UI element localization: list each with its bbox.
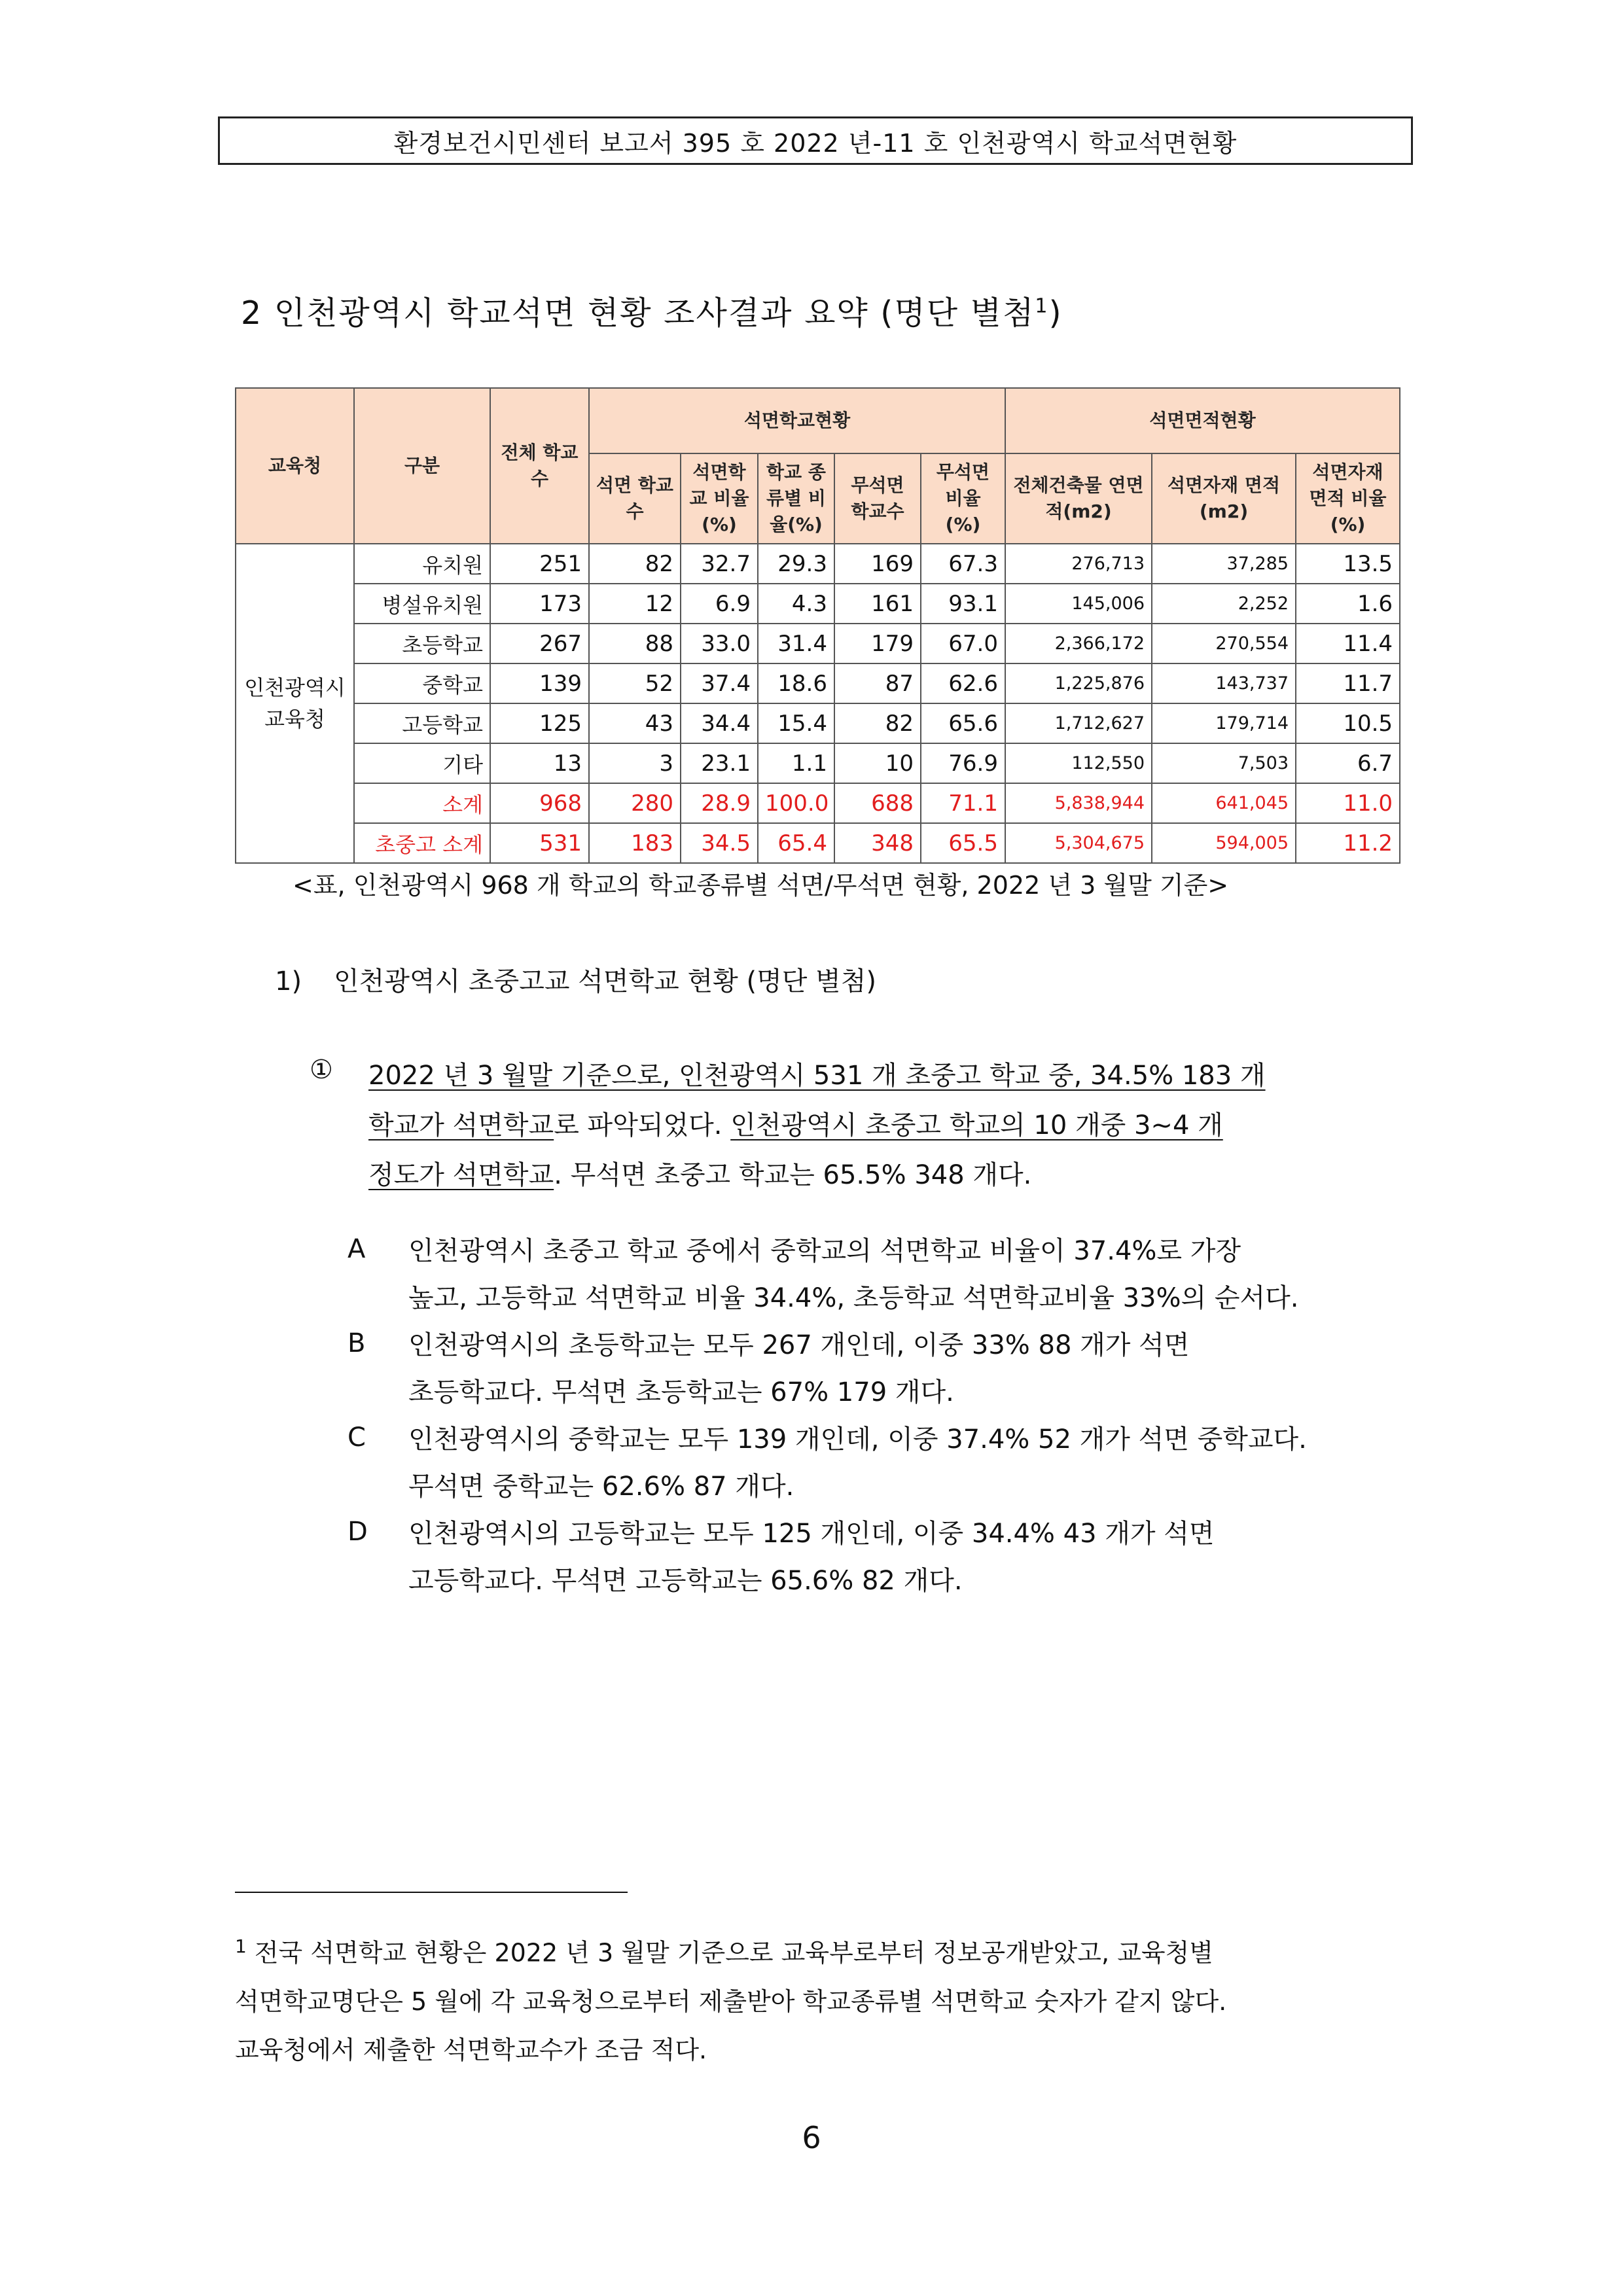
cell-asbestos-area: 594,005 bbox=[1152, 823, 1296, 863]
point-text: . 무석면 초중고 학교는 65.5% 348 개다. bbox=[554, 1160, 1032, 1190]
report-header-text: 환경보건시민센터 보고서 395 호 2022 년-11 호 인천광역시 학교석면현황 bbox=[393, 128, 1238, 158]
table-row bbox=[236, 584, 1400, 624]
item-line: 고등학교다. 무석면 고등학교는 65.6% 82 개다. bbox=[408, 1566, 963, 1596]
cell-non-asbestos: 161 bbox=[834, 584, 921, 624]
page-number: 6 bbox=[802, 2120, 821, 2155]
cell-area-ratio: 13.5 bbox=[1296, 544, 1400, 584]
header-group-asbestos-schools: 석면학교현황 bbox=[589, 388, 1005, 453]
item-line: 인천광역시의 초등학교는 모두 267 개인데, 이중 33% 88 개가 석면 bbox=[408, 1330, 1190, 1360]
footnote-ref[interactable]: 1 bbox=[1035, 294, 1049, 318]
list-item bbox=[408, 1227, 1423, 1322]
cell-asbestos-ratio: 34.4 bbox=[681, 703, 758, 743]
cell-type-ratio: 65.4 bbox=[758, 823, 834, 863]
row-name: 소계 bbox=[354, 783, 490, 823]
item-letter: A bbox=[348, 1234, 366, 1264]
cell-asbestos-ratio: 34.5 bbox=[681, 823, 758, 863]
row-name: 초등학교 bbox=[354, 624, 490, 663]
table-row-k12-subtotal bbox=[236, 823, 1400, 863]
header-non-asbestos-count: 무석면 학교수 bbox=[834, 453, 921, 544]
cell-non-asbestos-ratio: 67.3 bbox=[921, 544, 1005, 584]
footnote-line bbox=[235, 1922, 1413, 1977]
cell-asbestos-ratio: 37.4 bbox=[681, 663, 758, 703]
cell-area-ratio: 11.7 bbox=[1296, 663, 1400, 703]
row-name: 중학교 bbox=[354, 663, 490, 703]
cell-type-ratio: 31.4 bbox=[758, 624, 834, 663]
cell-non-asbestos: 688 bbox=[834, 783, 921, 823]
cell-non-asbestos: 169 bbox=[834, 544, 921, 584]
cell-total: 968 bbox=[490, 783, 589, 823]
row-name: 고등학교 bbox=[354, 703, 490, 743]
cell-asbestos: 3 bbox=[589, 743, 681, 783]
cell-total-area: 1,225,876 bbox=[1005, 663, 1152, 703]
cell-total: 251 bbox=[490, 544, 589, 584]
row-name: 유치원 bbox=[354, 544, 490, 584]
footnote bbox=[235, 1922, 1413, 2074]
cell-asbestos-area: 2,252 bbox=[1152, 584, 1296, 624]
list-item bbox=[408, 1416, 1423, 1510]
cell-asbestos: 82 bbox=[589, 544, 681, 584]
subsection-number: 1) bbox=[275, 966, 302, 997]
cell-non-asbestos-ratio: 76.9 bbox=[921, 743, 1005, 783]
cell-non-asbestos: 179 bbox=[834, 624, 921, 663]
section-title-text: 2 인천광역시 학교석면 현황 조사결과 요약 (명단 별첨 bbox=[241, 294, 1035, 332]
cell-area-ratio: 6.7 bbox=[1296, 743, 1400, 783]
item-letter: C bbox=[348, 1422, 366, 1453]
cell-asbestos-ratio: 6.9 bbox=[681, 584, 758, 624]
cell-non-asbestos: 82 bbox=[834, 703, 921, 743]
point-text: 로 파악되었다. bbox=[554, 1110, 731, 1140]
cell-non-asbestos-ratio: 71.1 bbox=[921, 783, 1005, 823]
section-title bbox=[241, 288, 1063, 334]
footnote-mark: 1 bbox=[235, 1935, 247, 1957]
point-marker: ① bbox=[310, 1055, 333, 1085]
point-paragraph bbox=[368, 1051, 1350, 1200]
item-line: 높고, 고등학교 석면학교 비율 34.4%, 초등학교 석면학교비율 33%의 순서다. bbox=[408, 1283, 1299, 1313]
cell-asbestos-ratio: 23.1 bbox=[681, 743, 758, 783]
cell-non-asbestos: 10 bbox=[834, 743, 921, 783]
cell-type-ratio: 18.6 bbox=[758, 663, 834, 703]
point-text-underlined: 정도가 석면학교 bbox=[368, 1160, 554, 1190]
cell-asbestos-area: 143,737 bbox=[1152, 663, 1296, 703]
cell-asbestos-area: 7,503 bbox=[1152, 743, 1296, 783]
table-row bbox=[236, 544, 1400, 584]
point-text-underlined: 인천광역시 초중고 학교의 10 개중 3~4 개 bbox=[730, 1110, 1223, 1140]
row-name: 초중고 소계 bbox=[354, 823, 490, 863]
cell-area-ratio: 11.4 bbox=[1296, 624, 1400, 663]
footnote-line: 교육청에서 제출한 석면학교수가 조금 적다. bbox=[235, 2035, 707, 2064]
header-non-asbestos-ratio: 무석면 비율(%) bbox=[921, 453, 1005, 544]
table-caption: <표, 인천광역시 968 개 학교의 학교종류별 석면/무석면 현황, 2022 년 3 월말 기준> bbox=[293, 871, 1229, 900]
table-row bbox=[236, 624, 1400, 663]
item-line: 인천광역시 초중고 학교 중에서 중학교의 석면학교 비율이 37.4%로 가장 bbox=[408, 1236, 1241, 1266]
point-line bbox=[368, 1101, 1350, 1150]
point-text-underlined: 학교가 석면학교 bbox=[368, 1110, 554, 1140]
cell-area-ratio: 1.6 bbox=[1296, 584, 1400, 624]
cell-type-ratio: 4.3 bbox=[758, 584, 834, 624]
cell-non-asbestos-ratio: 65.6 bbox=[921, 703, 1005, 743]
cell-asbestos: 88 bbox=[589, 624, 681, 663]
item-line: 초등학교다. 무석면 초등학교는 67% 179 개다. bbox=[408, 1377, 954, 1407]
header-group-asbestos-area: 석면면적현황 bbox=[1005, 388, 1400, 453]
cell-total-area: 112,550 bbox=[1005, 743, 1152, 783]
header-asbestos-ratio: 석면학교 비율(%) bbox=[681, 453, 758, 544]
cell-total: 139 bbox=[490, 663, 589, 703]
cell-total-area: 5,304,675 bbox=[1005, 823, 1152, 863]
header-total-area: 전체건축물 연면적(m2) bbox=[1005, 453, 1152, 544]
list-item bbox=[408, 1322, 1423, 1416]
cell-non-asbestos: 348 bbox=[834, 823, 921, 863]
header-asbestos-count: 석면 학교수 bbox=[589, 453, 681, 544]
cell-total: 125 bbox=[490, 703, 589, 743]
item-letter: D bbox=[348, 1517, 368, 1547]
cell-non-asbestos-ratio: 62.6 bbox=[921, 663, 1005, 703]
cell-asbestos-ratio: 32.7 bbox=[681, 544, 758, 584]
footnote-divider bbox=[235, 1892, 628, 1893]
header-category: 구분 bbox=[354, 388, 490, 544]
cell-total-area: 1,712,627 bbox=[1005, 703, 1152, 743]
cell-area-ratio: 11.0 bbox=[1296, 783, 1400, 823]
footnote-line: 석면학교명단은 5 월에 각 교육청으로부터 제출받아 학교종류별 석면학교 숫자가 같지 않다. bbox=[235, 1987, 1227, 2016]
cell-type-ratio: 15.4 bbox=[758, 703, 834, 743]
cell-non-asbestos: 87 bbox=[834, 663, 921, 703]
point-line bbox=[368, 1150, 1350, 1200]
cell-total-area: 5,838,944 bbox=[1005, 783, 1152, 823]
cell-type-ratio: 1.1 bbox=[758, 743, 834, 783]
footnote-text: 전국 석면학교 현황은 2022 년 3 월말 기준으로 교육부로부터 정보공개받았고, 교육청별 bbox=[254, 1938, 1213, 1968]
cell-asbestos: 43 bbox=[589, 703, 681, 743]
cell-total: 531 bbox=[490, 823, 589, 863]
table-row bbox=[236, 743, 1400, 783]
cell-non-asbestos-ratio: 65.5 bbox=[921, 823, 1005, 863]
cell-asbestos: 280 bbox=[589, 783, 681, 823]
cell-total: 173 bbox=[490, 584, 589, 624]
cell-type-ratio: 29.3 bbox=[758, 544, 834, 584]
cell-total-area: 276,713 bbox=[1005, 544, 1152, 584]
cell-area-ratio: 11.2 bbox=[1296, 823, 1400, 863]
cell-asbestos-area: 37,285 bbox=[1152, 544, 1296, 584]
cell-total: 13 bbox=[490, 743, 589, 783]
table-row bbox=[236, 703, 1400, 743]
section-title-end: ) bbox=[1048, 294, 1063, 332]
subsection-heading bbox=[275, 961, 876, 998]
cell-asbestos: 183 bbox=[589, 823, 681, 863]
subsection-title: 인천광역시 초중고교 석면학교 현황 (명단 별첨) bbox=[334, 966, 876, 997]
item-line: 인천광역시의 고등학교는 모두 125 개인데, 이중 34.4% 43 개가 석면 bbox=[408, 1519, 1215, 1549]
header-asbestos-area: 석면자재 면적(m2) bbox=[1152, 453, 1296, 544]
item-line: 무석면 중학교는 62.6% 87 개다. bbox=[408, 1472, 794, 1502]
cell-asbestos-ratio: 33.0 bbox=[681, 624, 758, 663]
cell-asbestos-ratio: 28.9 bbox=[681, 783, 758, 823]
cell-asbestos: 52 bbox=[589, 663, 681, 703]
asbestos-summary-table bbox=[235, 387, 1400, 864]
item-letter: B bbox=[348, 1328, 366, 1358]
header-area-ratio: 석면자재 면적 비율(%) bbox=[1296, 453, 1400, 544]
cell-asbestos: 12 bbox=[589, 584, 681, 624]
cell-area-ratio: 10.5 bbox=[1296, 703, 1400, 743]
cell-total-area: 2,366,172 bbox=[1005, 624, 1152, 663]
cell-asbestos-area: 641,045 bbox=[1152, 783, 1296, 823]
row-name: 기타 bbox=[354, 743, 490, 783]
point-line: 2022 년 3 월말 기준으로, 인천광역시 531 개 초중고 학교 중, 34.5% 183 개 bbox=[368, 1061, 1266, 1091]
cell-non-asbestos-ratio: 93.1 bbox=[921, 584, 1005, 624]
row-name: 병설유치원 bbox=[354, 584, 490, 624]
cell-total: 267 bbox=[490, 624, 589, 663]
item-line: 인천광역시의 중학교는 모두 139 개인데, 이중 37.4% 52 개가 석면 중학교다. bbox=[408, 1424, 1307, 1455]
cell-type-ratio: 100.0 bbox=[758, 783, 834, 823]
list-item bbox=[408, 1510, 1423, 1604]
report-header bbox=[218, 116, 1413, 165]
cell-total-area: 145,006 bbox=[1005, 584, 1152, 624]
table-row bbox=[236, 663, 1400, 703]
cell-asbestos-area: 179,714 bbox=[1152, 703, 1296, 743]
header-type-ratio: 학교 종류별 비율(%) bbox=[758, 453, 834, 544]
cell-asbestos-area: 270,554 bbox=[1152, 624, 1296, 663]
office-cell: 인천광역시 교육청 bbox=[236, 544, 354, 863]
table-row-subtotal bbox=[236, 783, 1400, 823]
header-total-schools: 전체 학교수 bbox=[490, 388, 589, 544]
header-office: 교육청 bbox=[236, 388, 354, 544]
cell-non-asbestos-ratio: 67.0 bbox=[921, 624, 1005, 663]
